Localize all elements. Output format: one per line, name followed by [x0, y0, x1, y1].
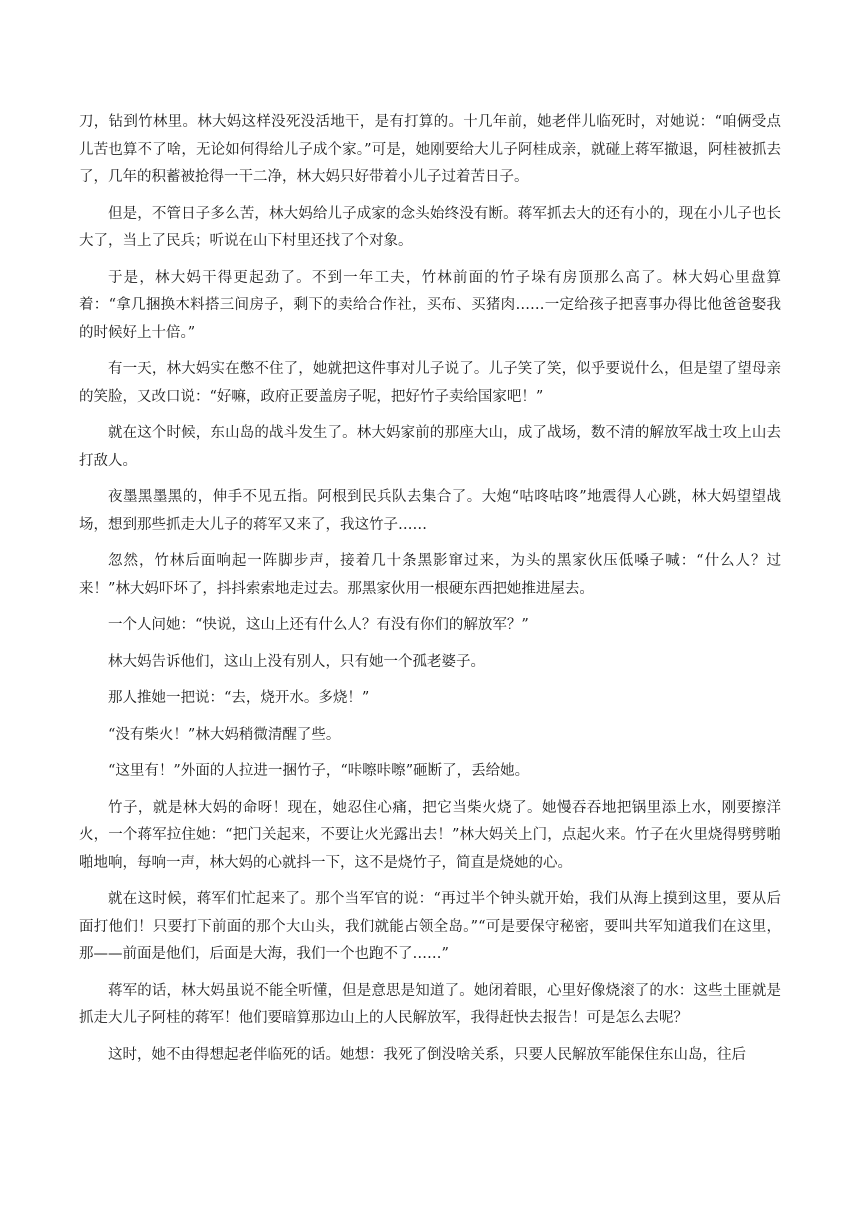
paragraph: 于是，林大妈干得更起劲了。不到一年工夫，竹林前面的竹子垛有房顶那么高了。林大妈心里盘算着：“拿几捆换木料搭三间房子，剩下的卖给合作社，买布、买猪肉……一定给孩子把喜事办得比他爸爸娶我的时候好上十倍。” — [79, 269, 781, 341]
document-body — [79, 109, 781, 1078]
paragraph: 刀，钻到竹林里。林大妈这样没死没活地干，是有打算的。十几年前，她老伴儿临死时，对她说：“咱俩受点儿苦也算不了啥，无论如何得给儿子成个家。”可是，她刚要给大儿子阿桂成亲，就碰上蒋军撤退，阿桂被抓去了，几年的积蓄被抢得一干二净，林大妈只好带着小儿子过着苦日子。 — [79, 114, 781, 185]
paragraph: 竹子，就是林大妈的命呀！现在，她忍住心痛，把它当柴火烧了。她慢吞吞地把锅里添上水，刚要擦洋火，一个蒋军拉住她：“把门关起来，不要让火光露出去！”林大妈关上门，点起火来。竹子在火里烧得劈劈啪啪地响，每响一声，林大妈的心就抖一下，这不是烧竹子，简直是烧她的心。 — [79, 799, 781, 871]
paragraph: 但是，不管日子多么苦，林大妈给儿子成家的念头始终没有断。蒋军抓去大的还有小的，现在小儿子也长大了，当上了民兵；听说在山下村里还找了个对象。 — [79, 205, 781, 249]
paragraph: “没有柴火！”林大妈稍微清醒了些。 — [108, 726, 341, 743]
paragraph: 忽然，竹林后面响起一阵脚步声，接着几十条黑影窜过来，为头的黑家伙压低嗓子喊：“什么人？过来！”林大妈吓坏了，抖抖索索地走过去。那黑家伙用一根硬东西把她推进屋去。 — [79, 553, 781, 597]
paragraph: 林大妈告诉他们，这山上没有别人，只有她一个孤老婆子。 — [108, 653, 485, 670]
paragraph: 一个人问她：“快说，这山上还有什么人？有没有你们的解放军？” — [108, 617, 529, 633]
paragraph: 这时，她不由得想起老伴临死的话。她想：我死了倒没啥关系，只要人民解放军能保住东山岛，往后 — [108, 1046, 746, 1063]
paragraph: “这里有！”外面的人拉进一捆竹子，“咔嚓咔嚓”砸断了，丢给她。 — [108, 763, 530, 779]
paragraph: 就在这时候，蒋军们忙起来了。那个当军官的说：“再过半个钟头就开始，我们从海上摸到这里，要从后面打他们！只要打下前面的那个大山头，我们就能占领全岛。”“可是要保守秘密，要叫共军知道我们在这里，那——前面是他们，后面是大海，我们一个也跑不了……” — [79, 891, 781, 962]
paragraph: 夜墨黑墨黑的，伸手不见五指。阿根到民兵队去集合了。大炮“咕咚咕咚”地震得人心跳，林大妈望望战场，想到那些抓走大儿子的蒋军又来了，我这竹子…… — [79, 489, 781, 533]
paragraph: 那人推她一把说：“去，烧开水。多烧！” — [108, 690, 370, 706]
paragraph: 蒋军的话，林大妈虽说不能全听懂，但是意思是知道了。她闭着眼，心里好像烧滚了的水：这些土匪就是抓走大儿子阿桂的蒋军！他们要暗算那边山上的人民解放军，我得赶快去报告！可是怎么去呢？ — [79, 982, 781, 1026]
paragraph: 有一天，林大妈实在憋不住了，她就把这件事对儿子说了。儿子笑了笑，似乎要说什么，但是望了望母亲的笑脸，又改口说：“好嘛，政府正要盖房子呢，把好竹子卖给国家吧！” — [79, 361, 781, 405]
paragraph: 就在这个时候，东山岛的战斗发生了。林大妈家前的那座大山，成了战场，数不清的解放军战士攻上山去打敌人。 — [79, 425, 781, 469]
